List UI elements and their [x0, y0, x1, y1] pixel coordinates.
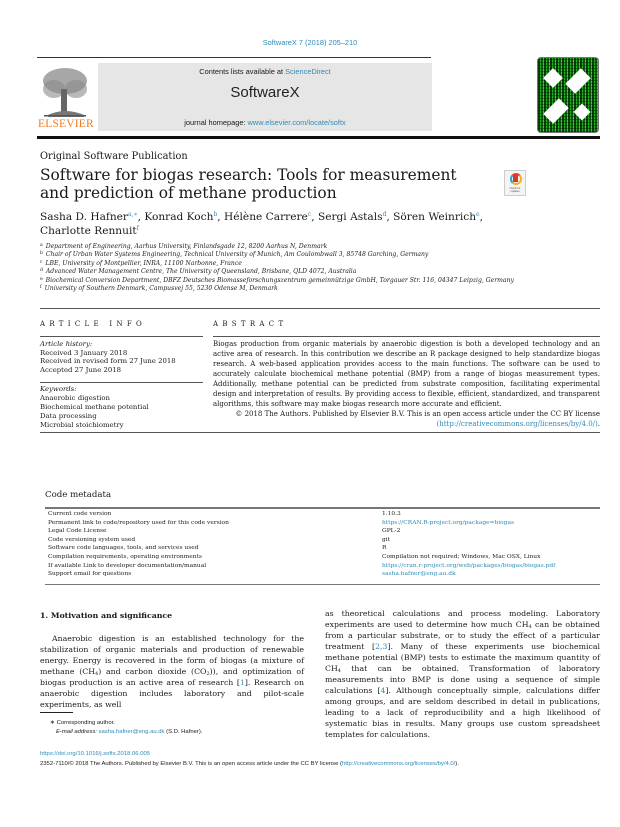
metadata-key: Current code version: [48, 511, 112, 517]
table-row: [48, 510, 600, 519]
subscript: 4: [95, 671, 99, 677]
footnote-rule: [40, 712, 73, 713]
affiliation-key: b: [40, 251, 43, 257]
table-row: [48, 544, 600, 553]
metadata-key: Support email for questions: [48, 571, 132, 578]
metadata-value: git: [382, 536, 391, 543]
metadata-value: R: [382, 545, 387, 552]
affiliation-text: Department of Engineering, Aarhus University, Finlandsgade 12, 8200 Aarhus N, Denmark: [45, 243, 328, 250]
abstract-heading: ABSTRACT: [213, 320, 288, 328]
keywords-label: Keywords:: [40, 385, 77, 393]
cover-texture: [538, 58, 598, 132]
header-rule: [37, 57, 431, 58]
affiliation-marker[interactable]: c: [307, 211, 312, 218]
metadata-key: Permanent link to code/repository used for this code version: [48, 519, 229, 526]
star-marker: ∗: [50, 720, 55, 726]
text: )), and optimization of biogas production is an active area of research [: [40, 667, 305, 687]
history-accepted: Accepted 27 June 2018: [40, 365, 122, 374]
metadata-value: GPL-2: [382, 528, 401, 535]
metadata-key: Legal Code License: [48, 528, 107, 535]
table-rule-top: [45, 507, 600, 509]
author[interactable]: [144, 211, 217, 223]
citation-link[interactable]: 1: [239, 678, 245, 687]
keyword: Data processing: [40, 412, 97, 420]
text: ]. Although conceptually simple, calculations differ among groups, and are seldom described in detail in publications, leading to a lack of reproducibility and a high likelihood of systematic bias in results. Many groups use custom spreadsheet templates for calculations.: [325, 686, 600, 739]
subscript: 4: [337, 668, 341, 674]
body-column-left: [40, 633, 304, 710]
homepage-link[interactable]: www.elsevier.com/locate/softx: [247, 118, 346, 127]
contents-prefix: Contents lists available at: [199, 67, 286, 76]
documentation-link[interactable]: https://cran.r-project.org/web/packages/biogas/biogas.pdf: [382, 562, 556, 569]
section-heading: 1. Motivation and significance: [40, 611, 173, 620]
author-name: Konrad Koch: [144, 211, 214, 223]
author-name: Charlotte Rennuit: [40, 225, 137, 237]
affiliation-text: LBE, University of Montpellier, INRA, 11100 Narbonne, France: [45, 259, 242, 267]
license-suffix: ).: [455, 761, 459, 767]
separator: ,: [479, 211, 483, 223]
author-name: Sören Weinrich: [393, 211, 477, 223]
article-history: [40, 340, 203, 374]
separator: ,: [386, 211, 394, 223]
separator: ,: [217, 211, 225, 223]
check-for-updates-button[interactable]: [504, 170, 526, 196]
text: as theoretical calculations and process modeling. Laboratory experiments are used to determine how much CH: [325, 609, 600, 629]
affiliation: [40, 277, 600, 285]
corresponding-author-note: [50, 719, 202, 728]
metadata-key: Software code languages, tools, and services used: [48, 545, 199, 552]
table-row: [48, 527, 600, 536]
article-title: Software for biogas research: Tools for measurement and prediction of methane production: [40, 166, 457, 202]
license-link[interactable]: http://creativecommons.org/licenses/by/4.0/: [342, 761, 456, 767]
table-row: [48, 562, 600, 571]
text: can be obtained from a particular substrate, or to study the effect of a particular treatment [: [325, 620, 601, 651]
citation-link[interactable]: 2,3: [375, 642, 388, 651]
affiliation-list: [40, 243, 600, 293]
author-name: Hélène Carrere: [224, 211, 308, 223]
journal-homepage-line: [98, 118, 432, 127]
keyword: Microbial stoichiometry: [40, 421, 124, 429]
info-rule: [40, 382, 203, 383]
abstract-rule: [213, 336, 600, 337]
affiliation-marker[interactable]: e: [476, 211, 480, 218]
license-text: 2352-7110/© 2018 The Authors. Published by Elsevier B.V. This is an open access article under the CC BY license (: [40, 761, 342, 767]
affiliation-key: c: [40, 259, 43, 265]
author-name: Sergi Astals: [317, 211, 383, 223]
metadata-key: Code versioning system used: [48, 536, 136, 543]
email-suffix: (S.D. Hafner).: [164, 729, 203, 735]
table-row: [48, 570, 600, 579]
info-rule: [40, 336, 203, 337]
section-rule: [40, 432, 600, 433]
sciencedirect-link[interactable]: ScienceDirect: [285, 67, 331, 76]
contents-available-line: [98, 67, 432, 76]
metadata-value: 1.10.3: [382, 511, 401, 517]
journal-cover-image: [537, 57, 599, 133]
table-row: [48, 536, 600, 545]
corresponding-label: Corresponding author.: [56, 720, 115, 726]
journal-masthead: [98, 63, 432, 131]
journal-name: SoftwareX: [230, 84, 300, 101]
footnotes: [50, 719, 202, 737]
affiliation: [40, 260, 600, 268]
code-metadata-title: Code metadata: [45, 490, 112, 500]
affiliation-marker[interactable]: f: [136, 225, 139, 232]
subscript: 2: [206, 671, 210, 677]
abstract-text: Biogas production from organic materials by anaerobic digestion is both a developed technology and an active area of research. In this contribution we describe an R package designed to help standardize biogas research. A web-based application provides access to the main functions. The software can be used to accurately calculate biochemical methane potential (BMP) from a range of biogas measurement types. Additionally, methane potential can be predicted from substrate composition, facilitating experimental design and interpretation of results. By providing access to flexible, efficient, standardized, and transparent algorithms, this software may make biogas research more accurate and efficient.: [213, 340, 600, 408]
affiliation-text: Biochemical Conversion Department, DBFZ Deutsches Biomasseforschungszentrum gemeinnützige GmbH, Torgauer Str. 116, 04347 Leipzig, Germany: [45, 276, 514, 284]
history-revised: Received in revised form 27 June 2018: [40, 357, 176, 366]
affiliation-text: University of Southern Denmark, Campusvej 55, 5230 Odense M, Denmark: [44, 285, 278, 293]
metadata-key: Compilation requirements, operating environments: [48, 553, 202, 560]
author[interactable]: [224, 211, 311, 223]
separator: ,: [311, 211, 318, 223]
table-row: [48, 553, 600, 562]
abstract-copyright: [213, 409, 600, 429]
email-label: E-mail address:: [56, 729, 99, 735]
table-rule-bottom: [45, 584, 600, 585]
affiliation-key: d: [40, 268, 43, 274]
separator: ,: [137, 211, 145, 223]
code-metadata-table: [48, 510, 600, 579]
affiliation-marker[interactable]: d: [382, 211, 387, 218]
author[interactable]: [318, 211, 386, 223]
author[interactable]: [393, 211, 479, 223]
elsevier-wordmark: ELSEVIER: [38, 118, 94, 130]
affiliation-text: Advanced Water Management Centre, The University of Queensland, Brisbane, QLD 4072, Australia: [45, 268, 357, 276]
metadata-key: If available Link to developer documentation/manual: [48, 562, 207, 569]
text: ]. Research on anaerobic digestion includes laboratory and pilot-scale experiments, as well: [40, 678, 304, 709]
author-email-link[interactable]: sasha.hafner@eng.au.dk: [98, 729, 165, 735]
history-label: Article history:: [40, 340, 93, 348]
bookmark-icon: [513, 175, 518, 182]
affiliation-key: a: [40, 243, 43, 248]
period: .: [597, 420, 600, 428]
affiliation: [40, 285, 600, 293]
copyright-text: © 2018 The Authors. Published by Elsevier B.V. This is an open access article under the CC BY license: [235, 410, 600, 418]
journal-citation[interactable]: SoftwareX 7 (2018) 205–210: [262, 38, 358, 47]
homepage-prefix: journal homepage:: [184, 118, 248, 127]
subscript: 4: [528, 624, 532, 630]
citation-link[interactable]: 4: [380, 686, 386, 695]
history-received: Received 3 January 2018: [40, 348, 128, 357]
doi-link[interactable]: https://doi.org/10.1016/j.softx.2018.06.005: [40, 751, 151, 757]
section-rule: [40, 308, 600, 309]
affiliation: [40, 251, 600, 259]
article-info-heading: ARTICLE INFO: [40, 320, 147, 328]
author-name: Sasha D. Hafner: [40, 211, 128, 223]
text: Anaerobic digestion is an established technology for the stabilization of organic materials and production of renewable energy. Energy is recovered in the form of biogas (a mixture of methane (CH: [40, 634, 304, 676]
body-column-right: [325, 608, 600, 740]
metadata-value: Compilation not required; Windows, Mac OSX, Linux: [382, 553, 541, 560]
author[interactable]: [40, 225, 139, 237]
affiliation-key: f: [40, 285, 42, 291]
affiliation-marker[interactable]: b: [213, 211, 218, 218]
affiliation-key: e: [40, 276, 43, 282]
paragraph: [40, 633, 304, 710]
keywords: [40, 385, 203, 430]
author[interactable]: [40, 211, 138, 223]
cc-license-link[interactable]: (http://creativecommons.org/licenses/by/4.0/): [436, 420, 598, 428]
affiliation-text: Chair of Urban Water Systems Engineering, Technical University of Munich, Am Coulombwall 3, 85748 Garching, Germany: [45, 251, 429, 259]
text: that can be obtained. Transformation of laboratory measurements into BMP is done using a sequence of simple calculations [: [325, 664, 600, 695]
license-line: [40, 761, 459, 767]
affiliation: [40, 268, 600, 276]
check-updates-label: Check for updates: [509, 187, 521, 193]
author-list: [40, 210, 580, 238]
table-row: [48, 519, 600, 528]
text: ) and carbon dioxide (CO: [98, 667, 207, 676]
publication-type: Original Software Publication: [40, 151, 188, 162]
affiliation-marker[interactable]: a,∗: [128, 211, 138, 218]
support-email-link[interactable]: sasha.hafner@eng.au.dk: [382, 571, 456, 578]
email-note: [50, 728, 202, 737]
keyword: Biochemical methane potential: [40, 403, 149, 411]
header-thick-rule: [37, 136, 600, 139]
repository-link[interactable]: https://CRAN.R-project.org/package=biogas: [382, 519, 515, 526]
text: ]. Many of these experiments use biochemical methane potential (BMP) tests to estimate the maximum quantity of CH: [325, 642, 600, 673]
keyword: Anaerobic digestion: [40, 394, 110, 402]
